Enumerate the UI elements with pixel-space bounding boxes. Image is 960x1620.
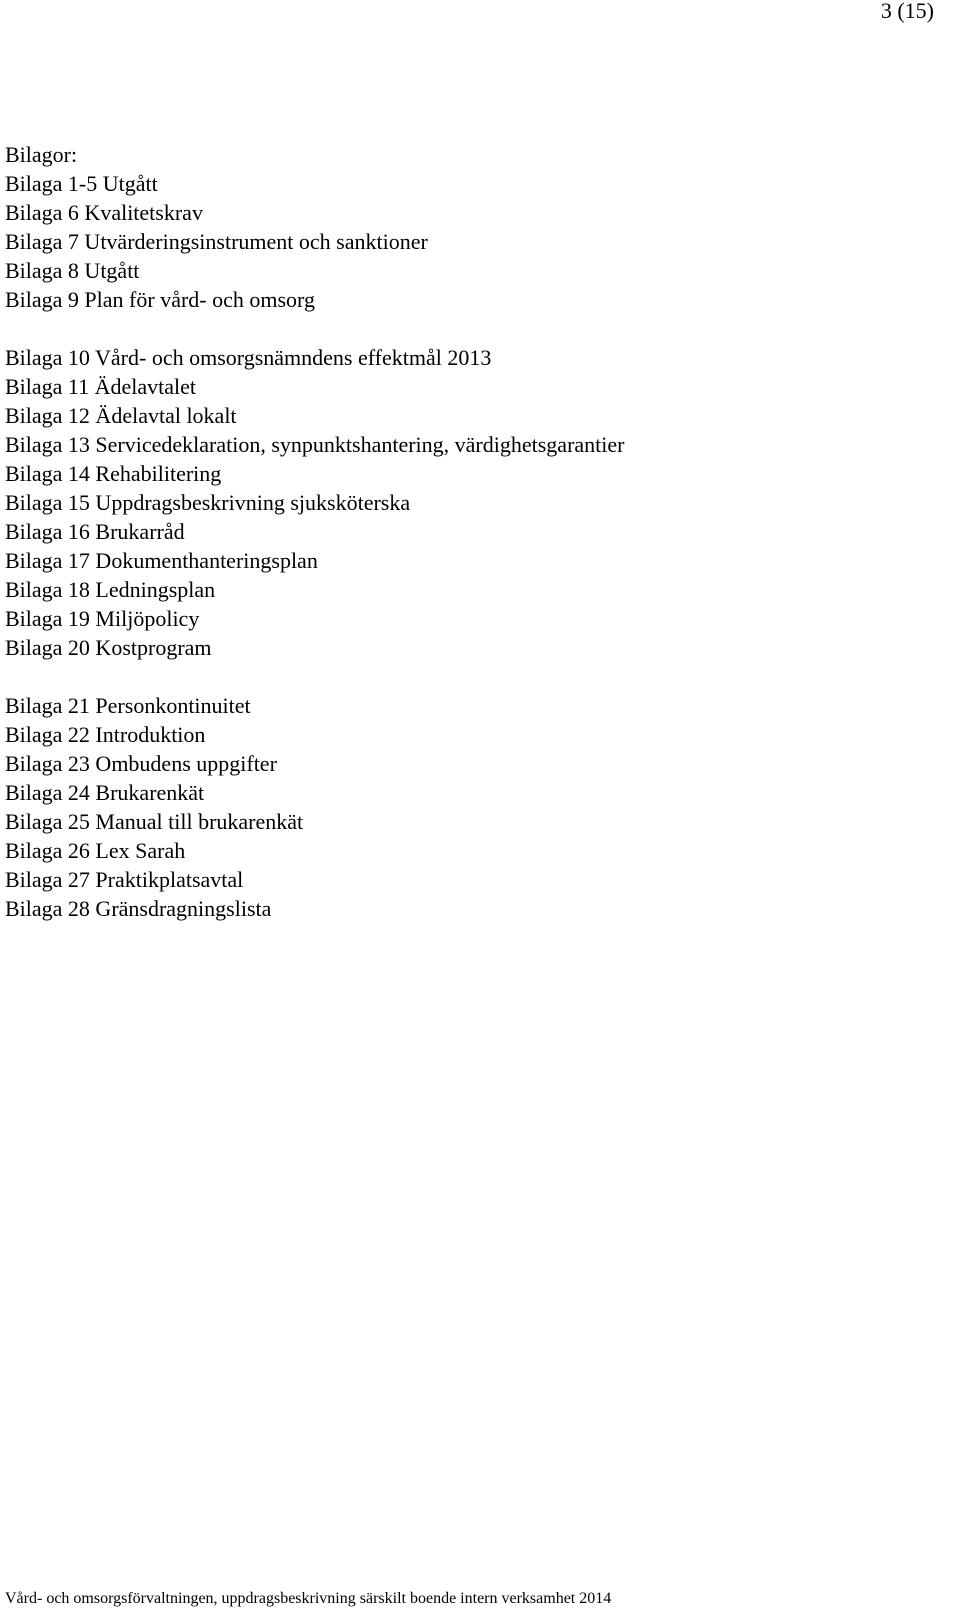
attachment-item: Bilaga 14 Rehabilitering [5,461,222,486]
attachment-group-2 [5,343,624,662]
attachments-section [5,140,624,923]
attachments-heading: Bilagor: [5,142,78,167]
attachment-item: Bilaga 20 Kostprogram [5,635,212,660]
page-number: 3 (15) [880,0,934,23]
attachment-item: Bilaga 21 Personkontinuitet [5,693,251,718]
attachment-item: Bilaga 26 Lex Sarah [5,838,186,863]
attachment-item: Bilaga 9 Plan för vård- och omsorg [5,287,315,312]
attachment-item: Bilaga 19 Miljöpolicy [5,606,200,631]
attachment-item: Bilaga 23 Ombudens uppgifter [5,751,277,776]
attachment-item: Bilaga 1-5 Utgått [5,171,158,196]
attachment-item: Bilaga 15 Uppdragsbeskrivning sjuksköterska [5,490,411,515]
attachment-item: Bilaga 18 Ledningsplan [5,577,216,602]
attachment-item: Bilaga 16 Brukarråd [5,519,185,544]
attachment-item: Bilaga 7 Utvärderingsinstrument och sanktioner [5,229,428,254]
attachment-group-1 [5,169,624,314]
attachment-item: Bilaga 28 Gränsdragningslista [5,896,272,921]
page-footer: Vård- och omsorgsförvaltningen, uppdragsbeskrivning särskilt boende intern verksamhet 2014 [5,1590,612,1607]
attachment-item: Bilaga 25 Manual till brukarenkät [5,809,304,834]
attachment-item: Bilaga 17 Dokumenthanteringsplan [5,548,318,573]
attachment-item: Bilaga 10 Vård- och omsorgsnämndens effektmål 2013 [5,345,492,370]
attachment-item: Bilaga 13 Servicedeklaration, synpunktshantering, värdighetsgarantier [5,432,625,457]
attachment-item: Bilaga 27 Praktikplatsavtal [5,867,244,892]
attachment-item: Bilaga 22 Introduktion [5,722,206,747]
attachment-item: Bilaga 6 Kvalitetskrav [5,200,203,225]
attachment-item: Bilaga 8 Utgått [5,258,140,283]
attachment-item: Bilaga 12 Ädelavtal lokalt [5,403,237,428]
attachment-item: Bilaga 24 Brukarenkät [5,780,205,805]
attachment-group-3 [5,691,624,923]
attachment-item: Bilaga 11 Ädelavtalet [5,374,197,399]
